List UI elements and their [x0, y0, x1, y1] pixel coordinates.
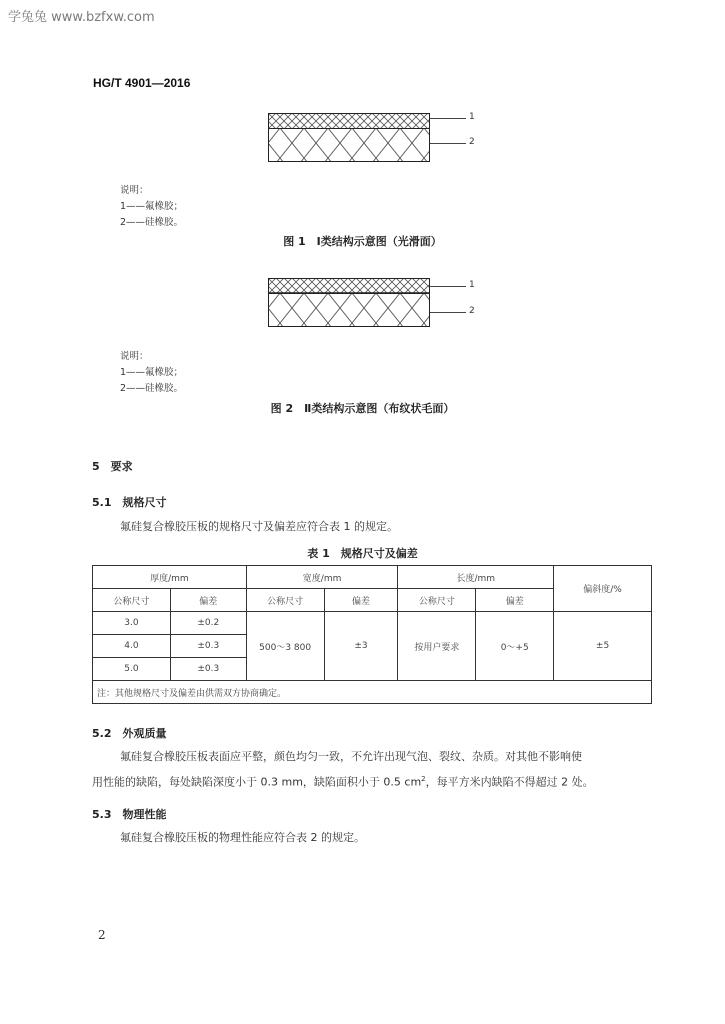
section52-line1: 氟硅复合橡胶压板表面应平整，颜色均匀一致，不允许出现气泡、裂纹、杂质。对其他不影响使 — [120, 750, 582, 763]
cell-thickness-deviation: ±0.3 — [170, 658, 246, 681]
cell-skew: ±5 — [554, 612, 652, 681]
th-skew: 偏斜度/% — [554, 566, 652, 612]
section53-text: 氟硅复合橡胶压板的物理性能应符合表 2 的规定。 — [120, 831, 365, 844]
table1-title: 表 1 规格尺寸及偏差 — [307, 547, 418, 560]
figure1-leader-1 — [430, 118, 466, 119]
th-thickness: 厚度/mm — [93, 566, 247, 589]
figure1-note-2: 2——硅橡胶。 — [120, 217, 184, 228]
figure2-label-1: 1 — [469, 280, 475, 290]
cell-length-deviation: 0～+5 — [476, 612, 554, 681]
section51-text: 氟硅复合橡胶压板的规格尺寸及偏差应符合表 1 的规定。 — [120, 520, 398, 533]
figure2-note-title: 说明： — [120, 351, 149, 362]
cell-thickness-deviation: ±0.2 — [170, 612, 246, 635]
table-note-row — [93, 681, 652, 704]
figure1-note-1: 1——氟橡胶； — [120, 201, 184, 212]
th-length: 长度/mm — [398, 566, 554, 589]
section51-heading: 5.1 规格尺寸 — [92, 496, 167, 509]
cell-width-deviation: ±3 — [324, 612, 398, 681]
figure1-diagram — [268, 113, 430, 163]
figure2-note-1: 1——氟橡胶； — [120, 367, 184, 378]
watermark: 学兔兔 www.bzfxw.com — [8, 10, 155, 25]
figure1-label-1: 1 — [469, 112, 475, 122]
figure1-note-title: 说明： — [120, 185, 149, 196]
section52-heading: 5.2 外观质量 — [92, 727, 167, 740]
figure2-caption: 图 2 Ⅱ类结构示意图（布纹状毛面） — [270, 402, 455, 415]
section52-superscript: 2 — [421, 775, 426, 783]
table-header-row — [93, 566, 652, 589]
th-thickness-nominal: 公称尺寸 — [93, 589, 171, 612]
figure2-leader-2 — [430, 312, 466, 313]
th-width-nominal: 公称尺寸 — [246, 589, 324, 612]
table-row — [93, 612, 652, 635]
cell-thickness: 4.0 — [93, 635, 171, 658]
section52-line2-a: 用性能的缺陷，每处缺陷深度小于 0.3 mm，缺陷面积小于 0.5 cm — [92, 775, 422, 789]
cell-thickness: 5.0 — [93, 658, 171, 681]
figure2-note-2: 2——硅橡胶。 — [120, 383, 184, 394]
figure1-caption: 图 1 Ⅰ类结构示意图（光滑面） — [283, 235, 442, 248]
section53-heading: 5.3 物理性能 — [92, 808, 167, 821]
cell-thickness: 3.0 — [93, 612, 171, 635]
figure1-leader-2 — [430, 143, 466, 144]
figure2-diagram — [268, 278, 430, 328]
th-length-deviation: 偏差 — [476, 589, 554, 612]
th-width-deviation: 偏差 — [324, 589, 398, 612]
cell-thickness-deviation: ±0.3 — [170, 635, 246, 658]
th-thickness-deviation: 偏差 — [170, 589, 246, 612]
th-width: 宽度/mm — [246, 566, 398, 589]
cell-length-nominal: 按用户要求 — [398, 612, 476, 681]
figure1-label-2: 2 — [469, 137, 475, 147]
section52-line2-b: ，每平方米内缺陷不得超过 2 处。 — [425, 775, 594, 789]
table1-note: 注：其他规格尺寸及偏差由供需双方协商确定。 — [93, 681, 652, 704]
th-length-nominal: 公称尺寸 — [398, 589, 476, 612]
cell-width-nominal: 500～3 800 — [246, 612, 324, 681]
figure2-label-2: 2 — [469, 306, 475, 316]
standard-number: HG/T 4901—2016 — [93, 76, 191, 90]
page-number: 2 — [98, 928, 106, 942]
figure2-leader-1 — [430, 286, 466, 287]
section52-line2 — [92, 768, 672, 794]
table1 — [92, 565, 652, 704]
section5-heading: 5 要求 — [92, 460, 133, 473]
